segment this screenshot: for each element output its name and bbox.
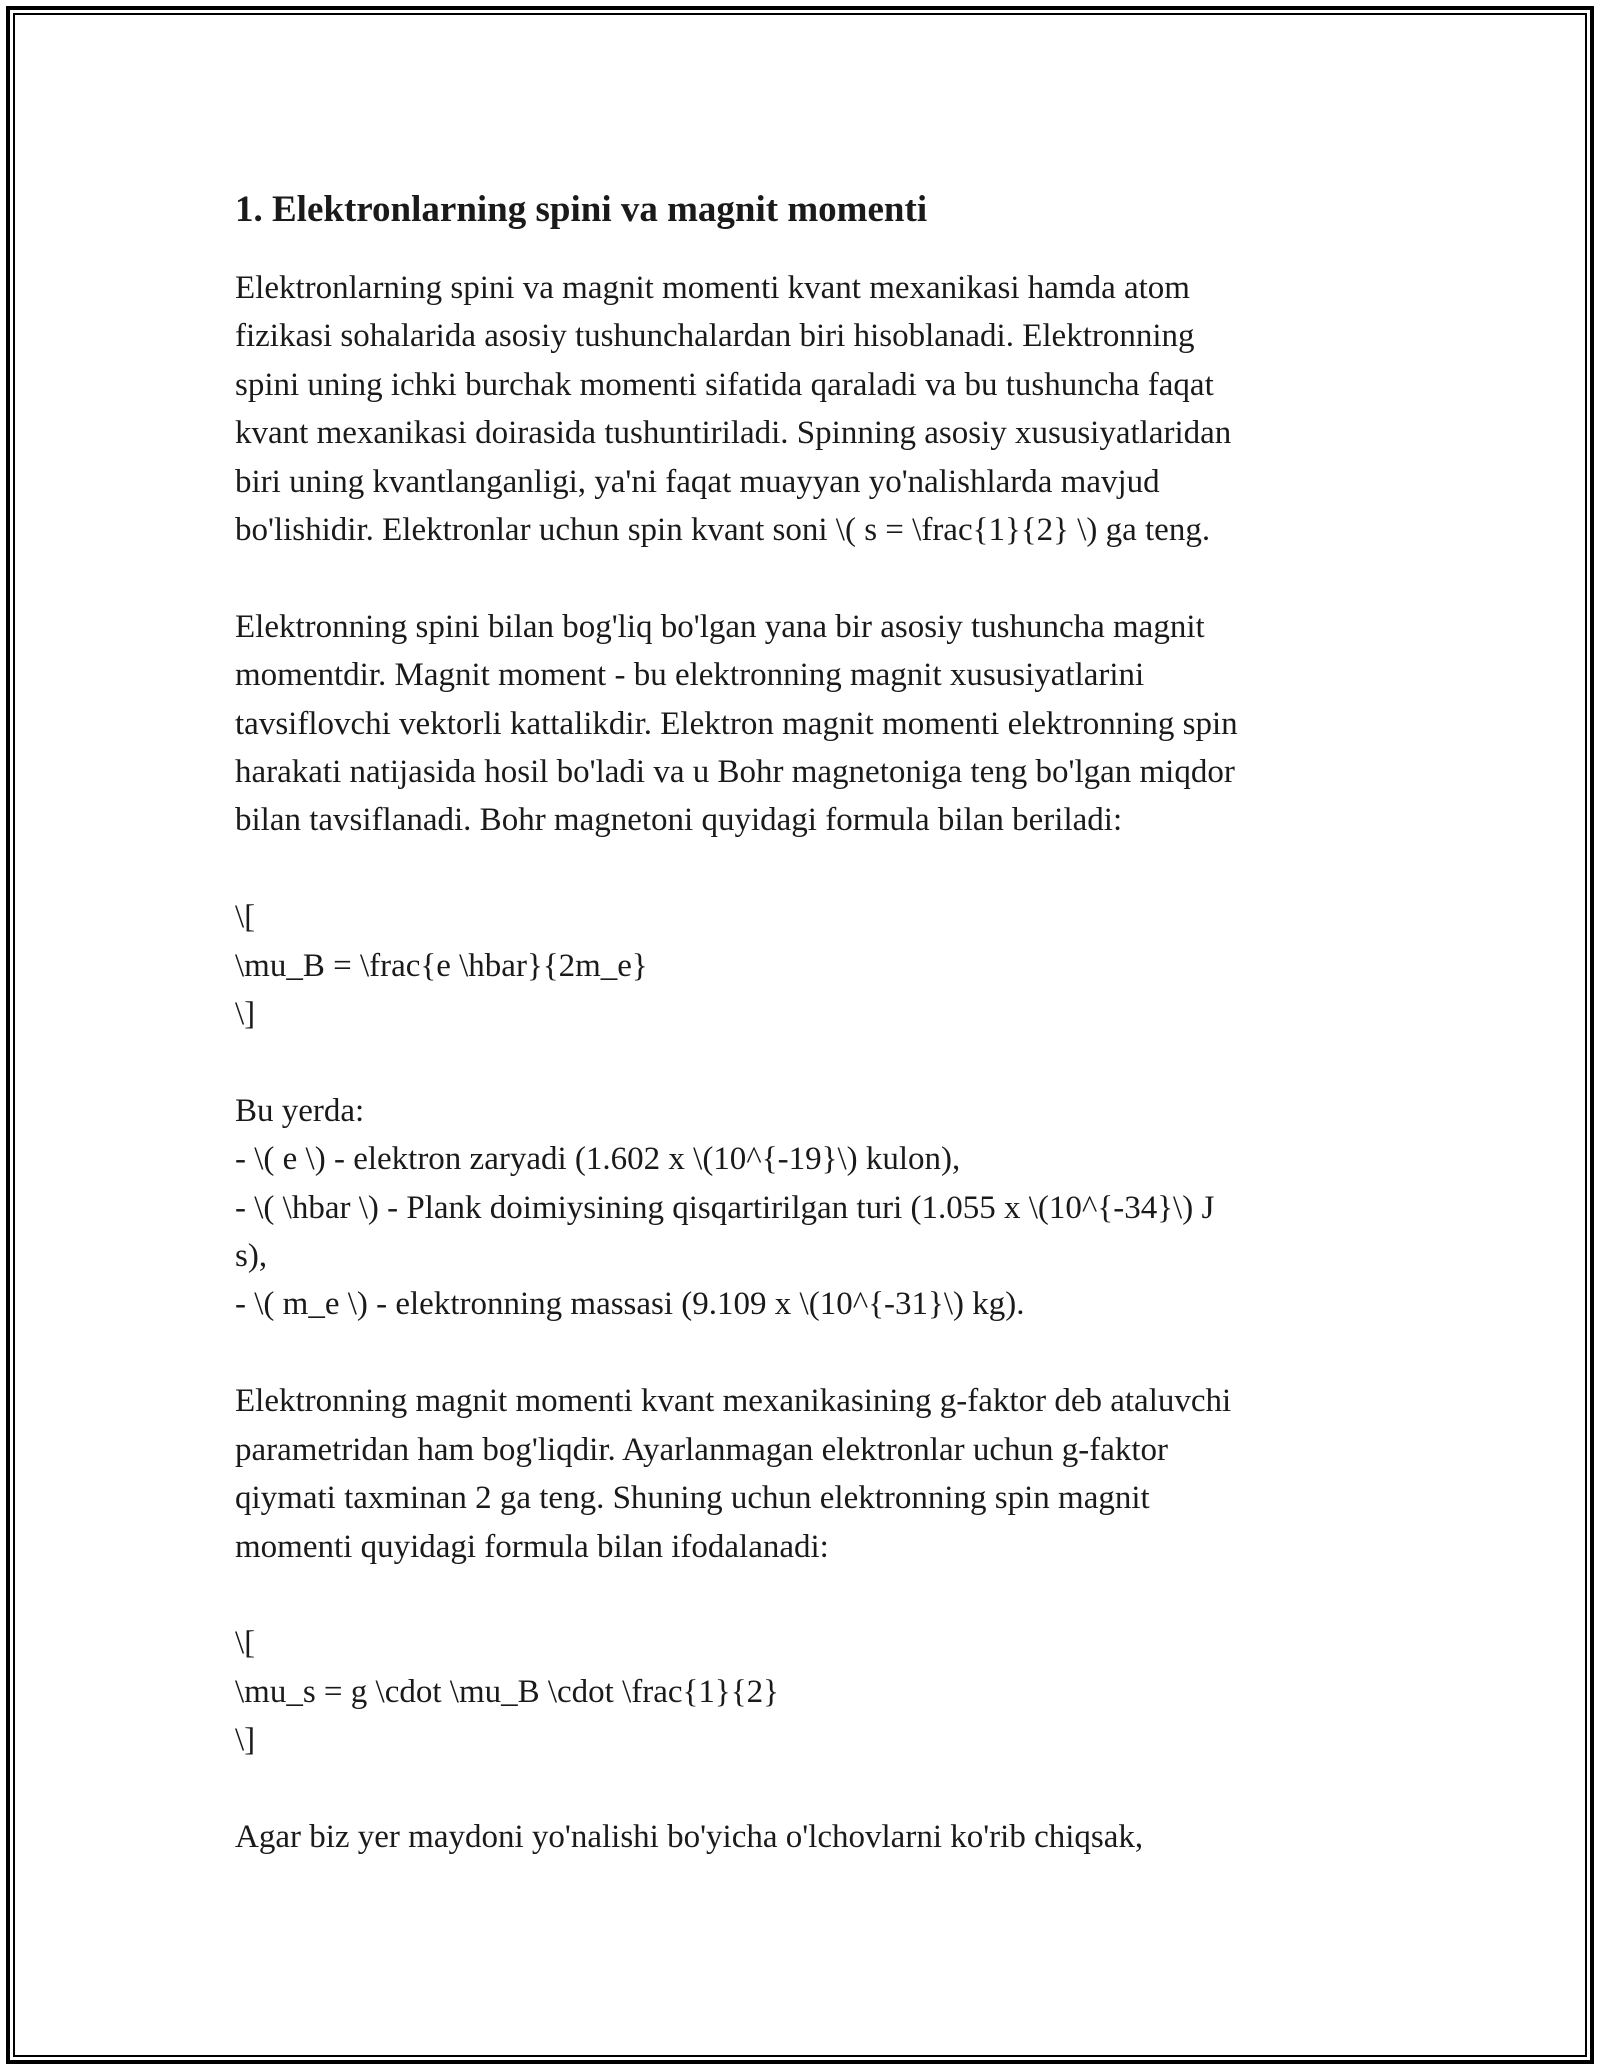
text-line: Elektronning spini bilan bog'liq bo'lgan yana bir asosiy tushuncha magnit [235,608,1205,645]
text-line: biri uning kvantlanganligi, ya'ni faqat muayyan yo'nalishlarda mavjud [235,463,1160,500]
section-heading: 1. Elektronlarning spini va magnit momenti [235,189,928,230]
formula-line: \] [235,996,256,1033]
paragraph-closing [235,1813,1365,1861]
text-line: kvant mexanikasi doirasida tushuntiriladi. Spinning asosiy xususiyatlaridan [235,415,1232,452]
list-item: - \( e \) - elektron zaryadi (1.602 x \(10^{-19}\) kulon), [235,1141,961,1178]
text-line: harakati natijasida hosil bo'ladi va u Bohr magnetoniga teng bo'lgan miqdor [235,754,1235,791]
formula-line: \mu_s = g \cdot \mu_B \cdot \frac{1}{2} [235,1673,779,1710]
text-line: momenti quyidagi formula bilan ifodalanadi: [235,1528,829,1565]
text-line: bilan tavsiflanadi. Bohr magnetoni quyidagi formula bilan beriladi: [235,802,1123,839]
list-item: - \( \hbar \) - Plank doimiysining qisqartirilgan turi (1.055 x \(10^{-34}\) J [235,1189,1215,1226]
paragraph-definitions [235,1087,1365,1329]
document-body [235,186,1365,1861]
text-line: fizikasi sohalarida asosiy tushunchalardan biri hisoblanadi. Elektronning [235,318,1195,355]
text-line: bo'lishidir. Elektronlar uchun spin kvant soni \( s = \frac{1}{2} \) ga teng. [235,512,1211,549]
paragraph-spin-intro [235,264,1365,554]
text-line: Elektronning magnit momenti kvant mexanikasining g-faktor deb ataluvchi [235,1383,1232,1420]
text-line: spini uning ichki burchak momenti sifatida qaraladi va bu tushuncha faqat [235,366,1214,403]
formula-line: \] [235,1722,256,1759]
list-item: - \( m_e \) - elektronning massasi (9.109 x \(10^{-31}\) kg). [235,1286,1025,1323]
text-line: Elektronlarning spini va magnit momenti kvant mexanikasi hamda atom [235,270,1190,306]
formula-line: \[ [235,1625,256,1662]
paragraph-magnetic-moment [235,603,1365,845]
formula-spin-moment [235,1619,1365,1764]
formula-bohr-magneton [235,893,1365,1038]
list-item: s), [235,1238,268,1275]
formula-line: \[ [235,899,256,936]
paragraph-g-factor [235,1377,1365,1571]
text-line: Agar biz yer maydoni yo'nalishi bo'yicha o'lchovlarni ko'rib chiqsak, [235,1818,1144,1855]
formula-line: \mu_B = \frac{e \hbar}{2m_e} [235,947,648,984]
text-line: Bu yerda: [235,1092,365,1129]
text-line: qiymati taxminan 2 ga teng. Shuning uchun elektronning spin magnit [235,1480,1150,1517]
text-line: parametridan ham bog'liqdir. Ayarlanmagan elektronlar uchun g-faktor [235,1431,1169,1468]
text-line: tavsiflovchi vektorli kattalikdir. Elektron magnit momenti elektronning spin [235,705,1238,742]
text-line: momentdir. Magnit moment - bu elektronning magnit xususiyatlarini [235,657,1145,694]
